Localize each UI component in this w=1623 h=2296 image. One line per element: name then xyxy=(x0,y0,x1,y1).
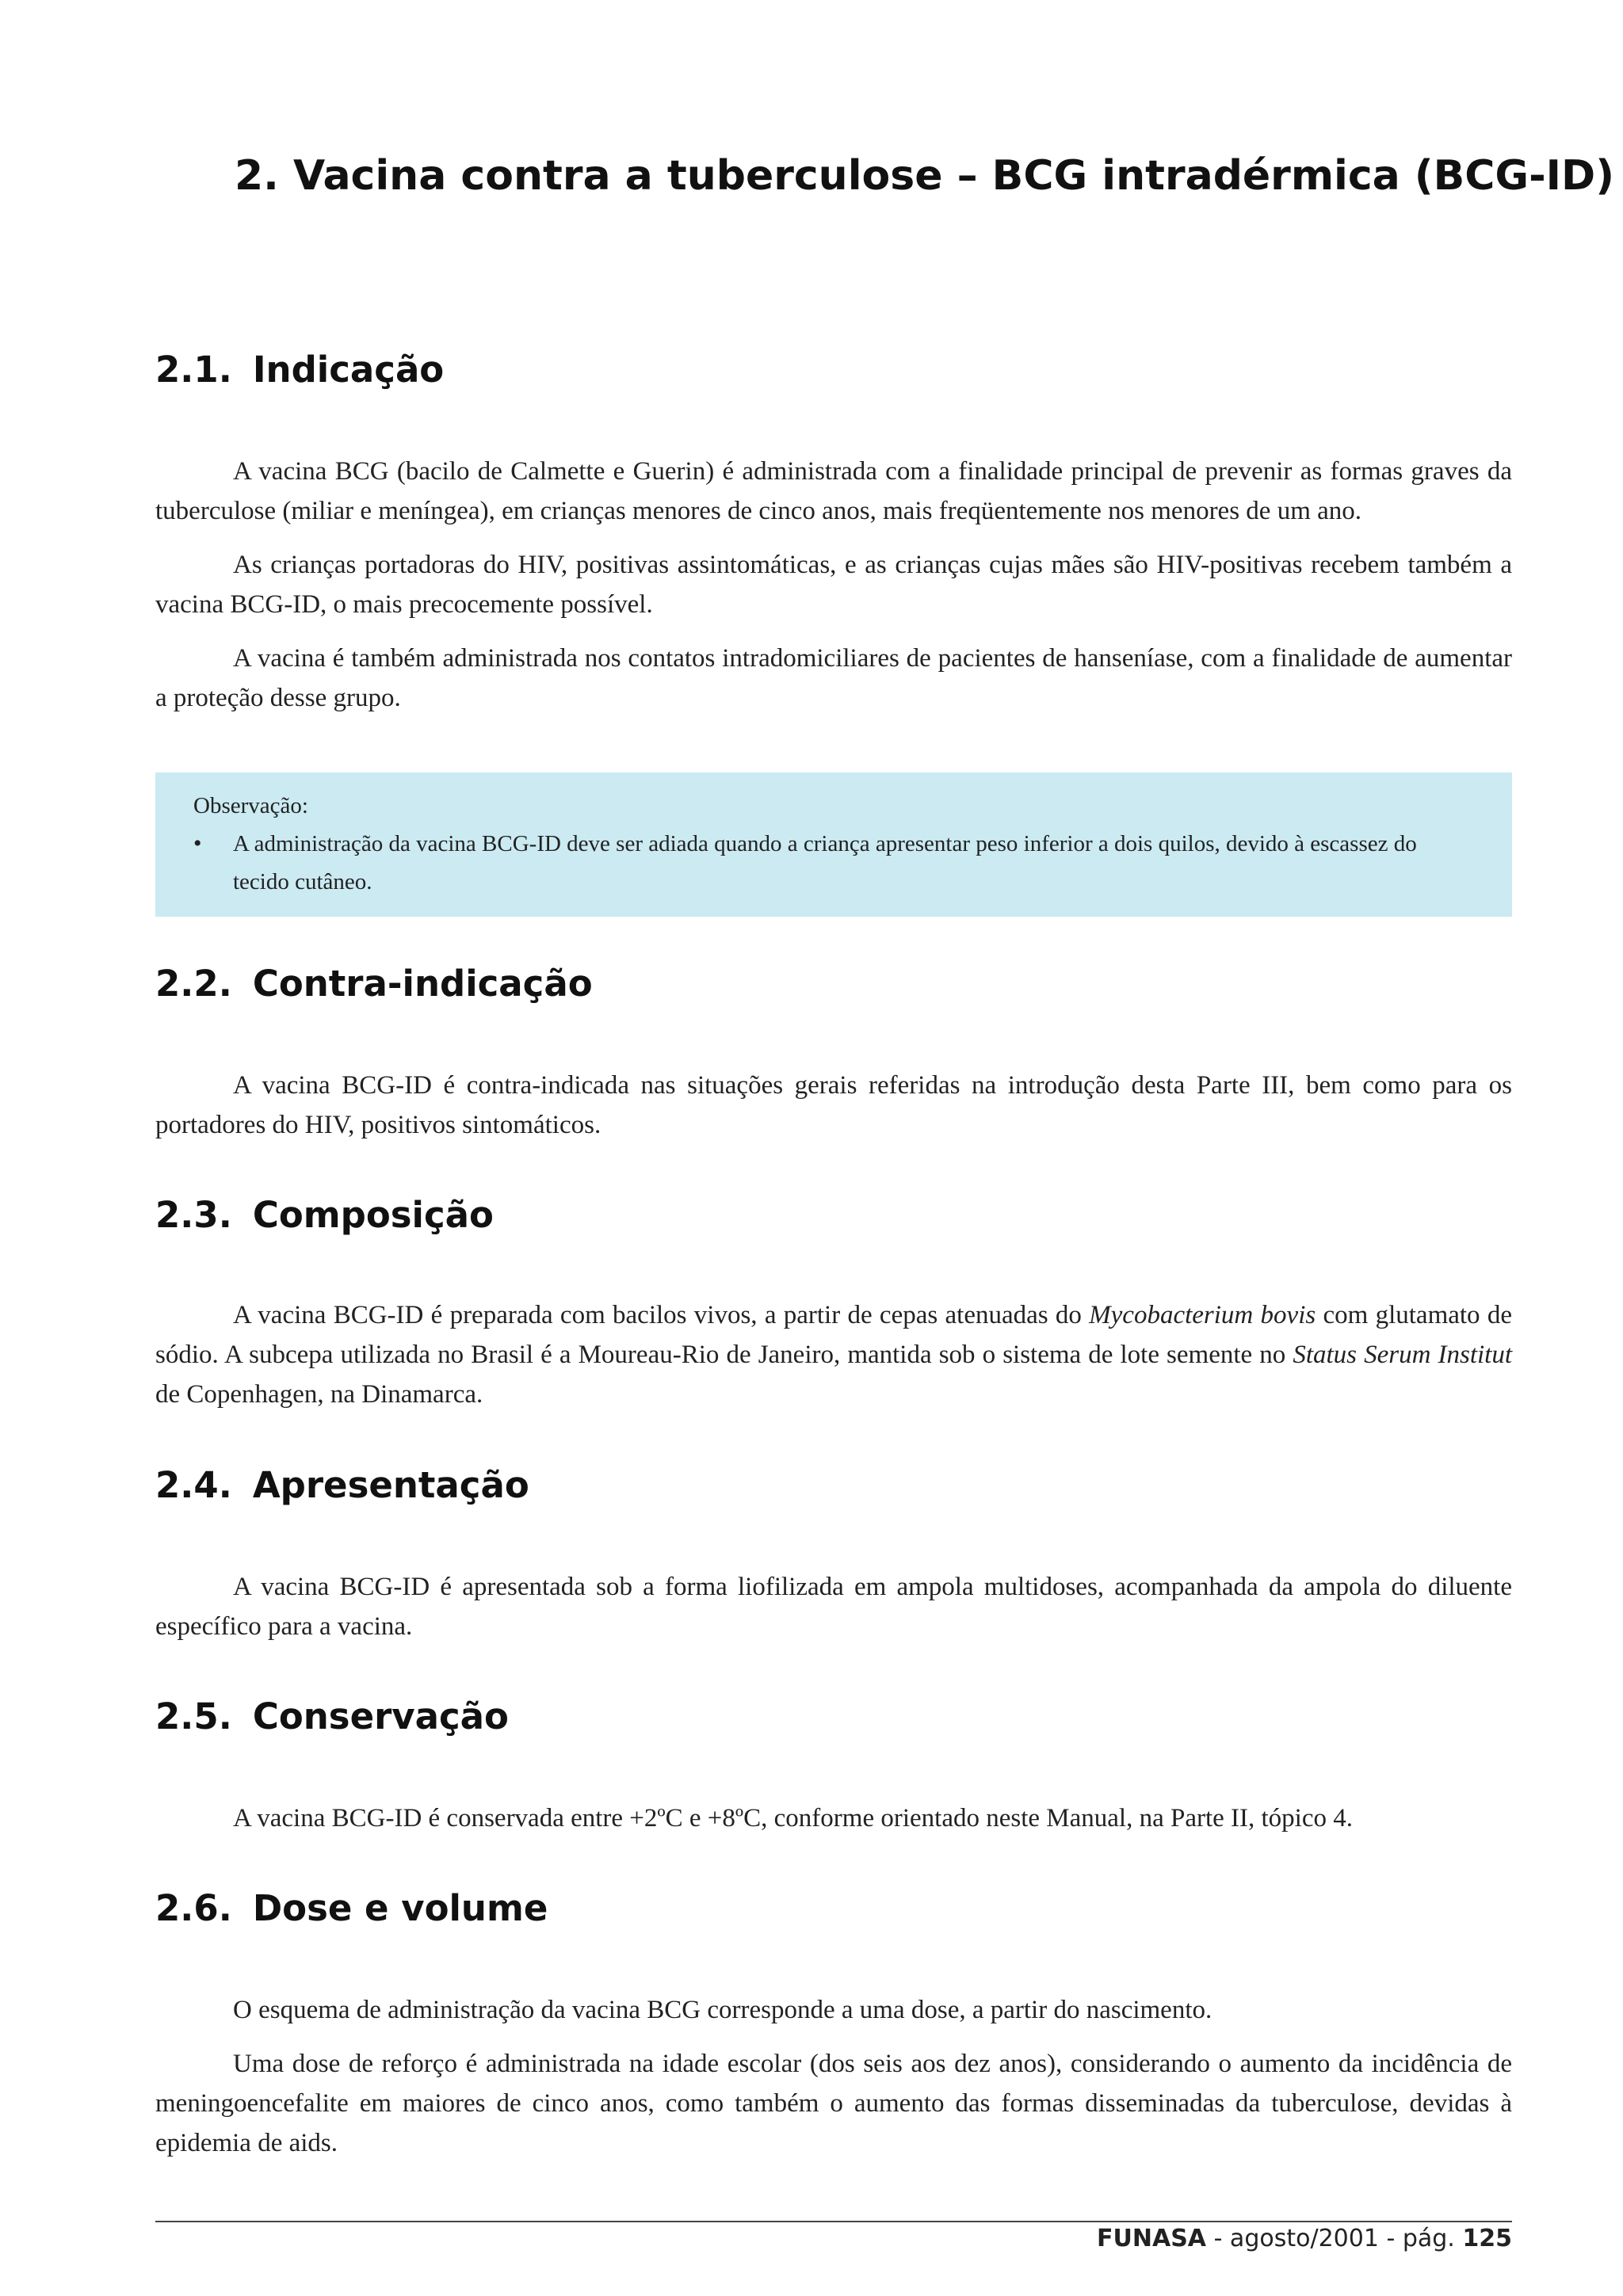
footer-brand: FUNASA xyxy=(1097,2225,1207,2252)
note-list-item xyxy=(193,825,1476,901)
page-number: 125 xyxy=(1462,2225,1512,2252)
paragraph: Uma dose de reforço é administrada na idade escolar (dos seis aos dez anos), considerando o aumento da incidência de meningoencefalite em maiores de cinco anos, como também o aumento das formas disseminadas da tuberculose, devidas à epidemia de aids. xyxy=(155,2050,1512,2157)
section-heading xyxy=(155,963,1512,1005)
section-heading xyxy=(155,349,1512,391)
section-heading xyxy=(155,1464,1512,1506)
section-composicao-body xyxy=(155,1295,1512,1414)
text-segment: de Copenhagen, na Dinamarca. xyxy=(155,1380,483,1409)
section-apresentacao xyxy=(155,1464,1512,1506)
page-title: 2. Vacina contra a tuberculose – BCG intradérmica (BCG-ID) xyxy=(235,152,1614,200)
section-title: Contra-indicação xyxy=(252,963,593,1005)
section-contraindicacao-body xyxy=(155,1066,1512,1145)
paragraph: A vacina é também administrada nos contatos intradomiciliares de pacientes de hanseníase, com a finalidade de aumentar a proteção desse grupo. xyxy=(155,644,1512,712)
section-title: Dose e volume xyxy=(252,1887,548,1929)
paragraph xyxy=(155,1295,1512,1414)
text-segment: com glutamato de sódio. A subcepa utilizada no Brasil é a Moureau-Rio de Janeiro, mantida sob o sistema de lote semente no xyxy=(155,1301,1512,1369)
page-footer xyxy=(1097,2225,1512,2252)
section-conservacao xyxy=(155,1695,1512,1737)
section-number: 2.4. xyxy=(155,1464,232,1506)
paragraph: A vacina BCG-ID é conservada entre +2ºC e +8ºC, conforme orientado neste Manual, na Parte II, tópico 4. xyxy=(233,1804,1353,1833)
footer-page-label: pág. xyxy=(1402,2225,1455,2252)
paragraph: A vacina BCG-ID é contra-indicada nas situações gerais referidas na introdução desta Parte III, bem como para os portadores do HIV, positivos sintomáticos. xyxy=(155,1071,1512,1139)
section-number: 2.6. xyxy=(155,1887,232,1929)
paragraph: A vacina BCG (bacilo de Calmette e Guerin) é administrada com a finalidade principal de prevenir as formas graves da tuberculose (miliar e meníngea), em crianças menores de cinco anos, mais freqüentemente nos menores de um ano. xyxy=(155,457,1512,525)
section-indicacao xyxy=(155,349,1512,391)
section-dose-volume xyxy=(155,1887,1512,1929)
section-number: 2.3. xyxy=(155,1194,232,1236)
section-number: 2.1. xyxy=(155,349,232,391)
footer-date: - agosto/2001 - xyxy=(1206,2225,1403,2252)
footer-divider xyxy=(155,2221,1512,2222)
section-title: Composição xyxy=(252,1194,494,1236)
section-heading xyxy=(155,1887,1512,1929)
observation-note xyxy=(155,772,1512,917)
section-dose-volume-body xyxy=(155,1990,1512,2163)
section-title: Indicação xyxy=(252,349,445,391)
section-indicacao-body xyxy=(155,452,1512,718)
text-segment: A vacina BCG-ID é preparada com bacilos vivos, a partir de cepas atenuadas do xyxy=(233,1301,1090,1329)
section-heading xyxy=(155,1695,1512,1737)
section-contraindicacao xyxy=(155,963,1512,1005)
section-apresentacao-body xyxy=(155,1567,1512,1646)
note-text: A administração da vacina BCG-ID deve ser adiada quando a criança apresentar peso inferior a dois quilos, devido à escassez do tecido cutâneo. xyxy=(233,831,1417,894)
species-name: Mycobacterium bovis xyxy=(1089,1301,1316,1329)
section-title: Conservação xyxy=(252,1695,509,1737)
section-number: 2.5. xyxy=(155,1695,232,1737)
paragraph: O esquema de administração da vacina BCG corresponde a uma dose, a partir do nascimento. xyxy=(233,1996,1212,2024)
section-number: 2.2. xyxy=(155,963,232,1005)
institute-name: Status Serum Institut xyxy=(1293,1341,1512,1369)
bullet-icon: • xyxy=(193,830,202,856)
section-composicao xyxy=(155,1194,1512,1236)
paragraph: As crianças portadoras do HIV, positivas assintomáticas, e as crianças cujas mães são HIV-positivas recebem também a vacina BCG-ID, o mais precocemente possível. xyxy=(155,551,1512,619)
paragraph: A vacina BCG-ID é apresentada sob a forma liofilizada em ampola multidoses, acompanhada da ampola do diluente específico para a vacina. xyxy=(155,1573,1512,1641)
note-title: Observação: xyxy=(193,793,308,818)
section-title: Apresentação xyxy=(252,1464,529,1506)
section-heading xyxy=(155,1194,1512,1236)
section-conservacao-body xyxy=(155,1798,1512,1838)
